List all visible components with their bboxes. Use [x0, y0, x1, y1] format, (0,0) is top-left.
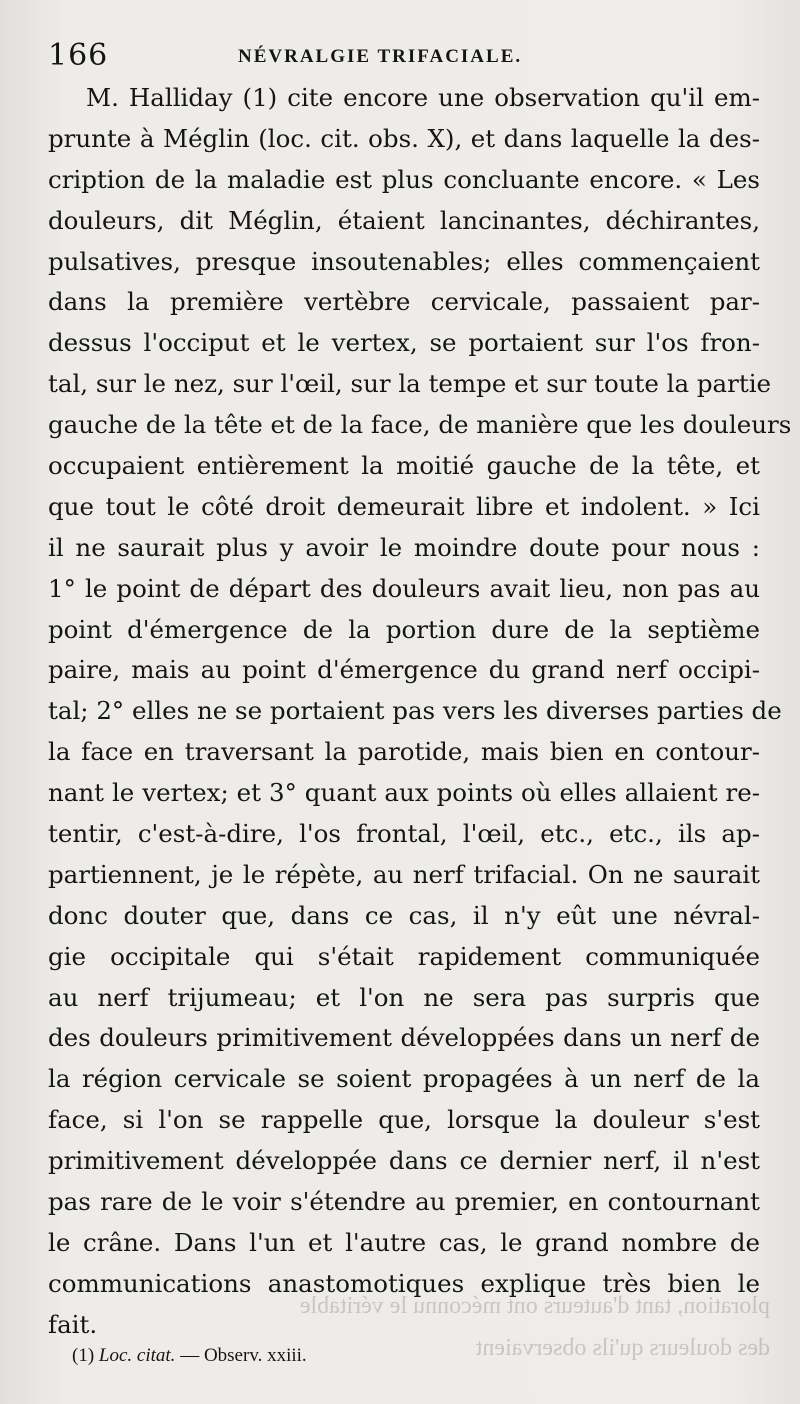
text-line: que tout le côté droit demeurait libre et indolent. » Ici [48, 491, 760, 521]
show-through-line: ploration, tant d'auteurs ont méconnu le véritable [299, 1293, 770, 1319]
text-line: partiennent, je le répète, au nerf trifacial. On ne saurait [48, 859, 760, 889]
body-paragraph [48, 78, 792, 1346]
show-through-line: des douleurs qu'ils observaient [475, 1335, 770, 1361]
text-line: le crâne. Dans l'un et l'autre cas, le grand nombre de [48, 1227, 760, 1257]
page-header [48, 36, 758, 76]
text-line: prunte à Méglin (loc. cit. obs. X), et dans laquelle la des- [48, 123, 760, 153]
text-line: douleurs, dit Méglin, étaient lancinantes, déchirantes, [48, 205, 760, 235]
text-line: dessus l'occiput et le vertex, se portaient sur l'os fron- [48, 328, 760, 358]
text-line: cription de la maladie est plus concluante encore. « Les [48, 164, 760, 194]
text-line: tentir, c'est-à-dire, l'os frontal, l'œil, etc., etc., ils ap- [48, 819, 760, 849]
text-line: paire, mais au point d'émergence du grand nerf occipi- [48, 655, 760, 685]
text-line: donc douter que, dans ce cas, il n'y eût une névral- [48, 900, 760, 930]
show-through-text [230, 1285, 770, 1369]
text-line: dans la première vertèbre cervicale, passaient par- [48, 287, 760, 317]
text-line: gie occipitale qui s'était rapidement communiquée [48, 941, 760, 971]
footnote-reference: — Observ. xxiii. [175, 1345, 307, 1366]
text-line: gauche de la tête et de la face, de manière que les douleurs [48, 410, 792, 440]
text-line: des douleurs primitivement développées dans un nerf de [48, 1023, 760, 1053]
text-line: pas rare de le voir s'étendre au premier, en contournant [48, 1187, 760, 1217]
text-line: 1° le point de départ des douleurs avait lieu, non pas au [48, 573, 760, 603]
text-line: occupaient entièrement la moitié gauche de la tête, et [48, 451, 760, 481]
text-line: pulsatives, presque insoutenables; elles commençaient [48, 246, 760, 276]
text-line: communications anastomotiques explique très bien le [48, 1268, 760, 1298]
text-line: point d'émergence de la portion dure de la septième [48, 614, 760, 644]
text-line: tal; 2° elles ne se portaient pas vers les diverses parties de [48, 696, 782, 726]
text-line: face, si l'on se rappelle que, lorsque la douleur s'est [48, 1105, 760, 1135]
text-line: la face en traversant la parotide, mais bien en contour- [48, 737, 760, 767]
text-line: primitivement développée dans ce dernier nerf, il n'est [48, 1146, 760, 1176]
text-line: la région cervicale se soient propagées à un nerf de la [48, 1064, 760, 1094]
footnote [72, 1342, 307, 1370]
text-line: au nerf trijumeau; et l'on ne sera pas surpris que [48, 982, 760, 1012]
text-line: tal, sur le nez, sur l'œil, sur la tempe et sur toute la partie [48, 369, 772, 399]
footnote-citation: Loc. citat. [98, 1345, 176, 1366]
text-line: M. Halliday (1) cite encore une observation qu'il em- [86, 83, 760, 112]
text-line: fait. [48, 1309, 98, 1339]
page-number: 166 [48, 38, 109, 73]
text-line: il ne saurait plus y avoir le moindre doute pour nous : [48, 532, 760, 562]
footnote-marker: (1) [72, 1345, 95, 1366]
running-head: NÉVRALGIE TRIFACIALE. [238, 46, 523, 67]
text-line: nant le vertex; et 3° quant aux points où elles allaient re- [48, 778, 760, 808]
